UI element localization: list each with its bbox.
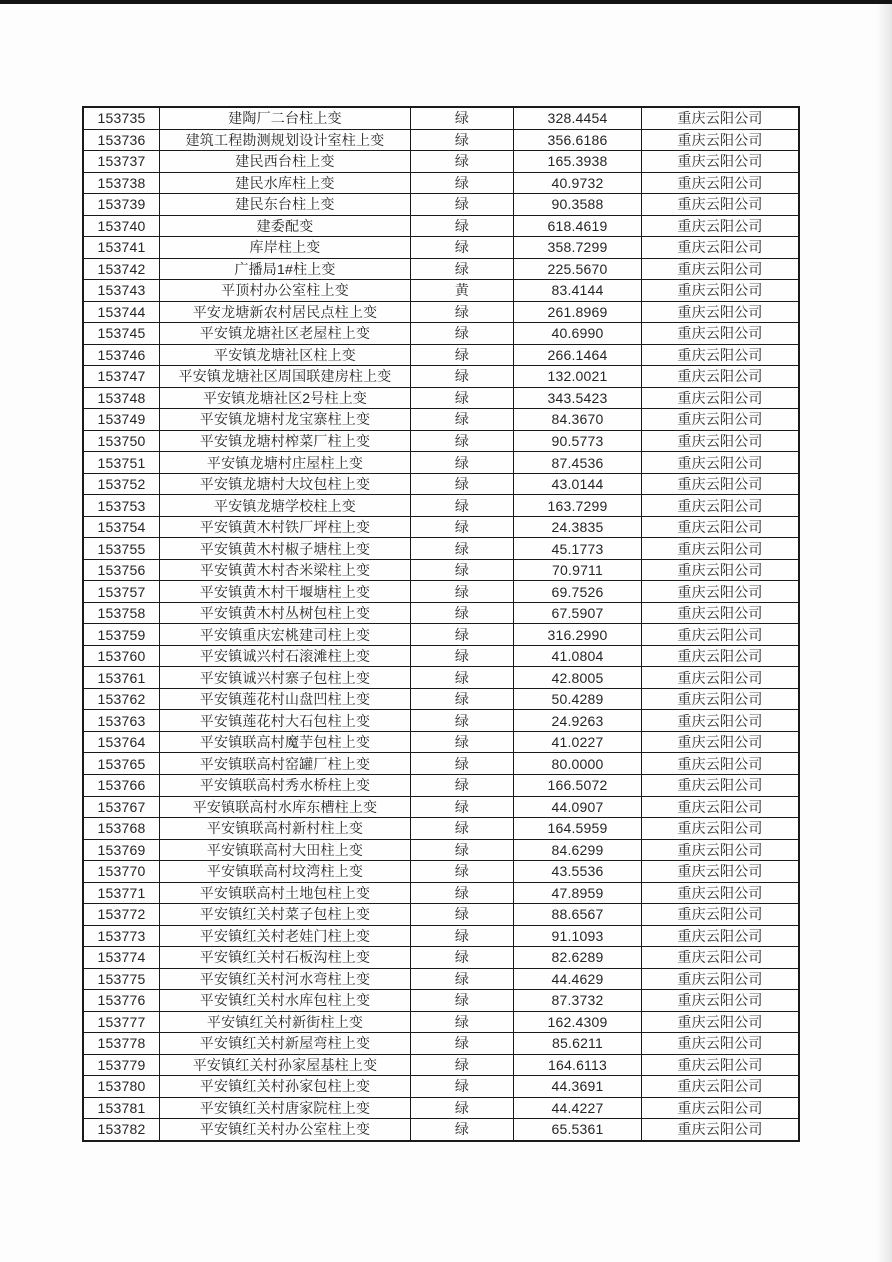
table-row [84, 602, 798, 624]
cell-value: 328.4454 [513, 108, 641, 129]
cell-status: 绿 [410, 216, 513, 237]
cell-name: 平安镇黄木村丛树包柱上变 [159, 603, 410, 624]
table-row [84, 774, 798, 796]
cell-company: 重庆云阳公司 [641, 840, 798, 861]
cell-company: 重庆云阳公司 [641, 1055, 798, 1076]
cell-name: 平安镇红关村孙家包柱上变 [159, 1076, 410, 1097]
cell-value: 90.3588 [513, 194, 641, 215]
cell-name: 平安镇黄木村椒子塘柱上变 [159, 538, 410, 559]
cell-status: 绿 [410, 667, 513, 688]
cell-status: 绿 [410, 818, 513, 839]
table-row [84, 688, 798, 710]
cell-id: 153766 [97, 777, 146, 794]
cell-value: 84.3670 [513, 409, 641, 430]
table-row [84, 925, 798, 947]
cell-id: 153736 [97, 131, 146, 148]
cell-id: 153772 [97, 906, 146, 923]
cell-name: 平安镇红关村唐家院柱上变 [159, 1098, 410, 1119]
table-row [84, 796, 798, 818]
cell-value: 24.3835 [513, 517, 641, 538]
cell-value: 163.7299 [513, 495, 641, 516]
cell-status: 绿 [410, 302, 513, 323]
cell-company: 重庆云阳公司 [641, 947, 798, 968]
cell-status: 绿 [410, 1055, 513, 1076]
cell-status: 绿 [410, 366, 513, 387]
cell-company: 重庆云阳公司 [641, 818, 798, 839]
cell-id: 153744 [97, 303, 146, 320]
cell-id: 153738 [97, 174, 146, 191]
cell-status: 绿 [410, 560, 513, 581]
cell-company: 重庆云阳公司 [641, 345, 798, 366]
cell-status: 绿 [410, 926, 513, 947]
cell-status: 绿 [410, 1012, 513, 1033]
table-row [84, 473, 798, 495]
cell-id: 153774 [97, 949, 146, 966]
table-row [84, 365, 798, 387]
cell-id: 153758 [97, 605, 146, 622]
table-row [84, 903, 798, 925]
cell-name: 平安镇龙塘村榨菜厂柱上变 [159, 431, 410, 452]
cell-status: 绿 [410, 646, 513, 667]
cell-id: 153742 [97, 260, 146, 277]
table-row [84, 968, 798, 990]
table-row [84, 258, 798, 280]
cell-value: 24.9263 [513, 710, 641, 731]
cell-status: 绿 [410, 517, 513, 538]
cell-value: 83.4144 [513, 280, 641, 301]
cell-name: 平安镇龙塘村龙宝寨柱上变 [159, 409, 410, 430]
cell-value: 261.8969 [513, 302, 641, 323]
cell-id: 153779 [97, 1056, 146, 1073]
table-row [84, 731, 798, 753]
table-row [84, 645, 798, 667]
cell-company: 重庆云阳公司 [641, 969, 798, 990]
cell-company: 重庆云阳公司 [641, 710, 798, 731]
cell-company: 重庆云阳公司 [641, 495, 798, 516]
cell-value: 91.1093 [513, 926, 641, 947]
cell-name: 平安镇龙塘社区周国联建房柱上变 [159, 366, 410, 387]
cell-value: 40.6990 [513, 323, 641, 344]
cell-company: 重庆云阳公司 [641, 431, 798, 452]
cell-name: 平安镇莲花村山盘凹柱上变 [159, 689, 410, 710]
cell-name: 平安镇红关村新街柱上变 [159, 1012, 410, 1033]
table-row [84, 860, 798, 882]
table-row [84, 129, 798, 151]
cell-status: 绿 [410, 710, 513, 731]
table-row [84, 1097, 798, 1119]
cell-status: 绿 [410, 130, 513, 151]
cell-value: 132.0021 [513, 366, 641, 387]
table-row [84, 279, 798, 301]
cell-id: 153749 [97, 411, 146, 428]
cell-company: 重庆云阳公司 [641, 151, 798, 172]
cell-status: 绿 [410, 840, 513, 861]
cell-id: 153735 [97, 110, 146, 127]
cell-value: 41.0227 [513, 732, 641, 753]
table-row [84, 1032, 798, 1054]
cell-status: 绿 [410, 947, 513, 968]
cell-status: 绿 [410, 431, 513, 452]
table-row [84, 430, 798, 452]
cell-value: 164.6113 [513, 1055, 641, 1076]
cell-company: 重庆云阳公司 [641, 1119, 798, 1140]
cell-id: 153771 [97, 884, 146, 901]
cell-name: 平安镇红关村新屋弯柱上变 [159, 1033, 410, 1054]
cell-id: 153775 [97, 970, 146, 987]
cell-name: 建筑工程勘测规划设计室柱上变 [159, 130, 410, 151]
cell-value: 164.5959 [513, 818, 641, 839]
cell-value: 165.3938 [513, 151, 641, 172]
cell-status: 绿 [410, 173, 513, 194]
cell-company: 重庆云阳公司 [641, 861, 798, 882]
cell-company: 重庆云阳公司 [641, 1076, 798, 1097]
cell-name: 平安镇联高村水库东槽柱上变 [159, 797, 410, 818]
table-row [84, 580, 798, 602]
cell-status: 绿 [410, 990, 513, 1011]
cell-value: 47.8959 [513, 883, 641, 904]
cell-company: 重庆云阳公司 [641, 130, 798, 151]
cell-status: 绿 [410, 409, 513, 430]
cell-value: 40.9732 [513, 173, 641, 194]
cell-company: 重庆云阳公司 [641, 990, 798, 1011]
cell-company: 重庆云阳公司 [641, 517, 798, 538]
cell-status: 绿 [410, 345, 513, 366]
cell-value: 343.5423 [513, 388, 641, 409]
table-row [84, 108, 798, 129]
cell-value: 84.6299 [513, 840, 641, 861]
cell-value: 80.0000 [513, 753, 641, 774]
cell-status: 绿 [410, 1033, 513, 1054]
cell-name: 平安镇红关村孙家屋基柱上变 [159, 1055, 410, 1076]
cell-company: 重庆云阳公司 [641, 409, 798, 430]
cell-name: 库岸柱上变 [159, 237, 410, 258]
cell-name: 平安镇黄木村干堰塘柱上变 [159, 581, 410, 602]
cell-company: 重庆云阳公司 [641, 603, 798, 624]
cell-id: 153745 [97, 325, 146, 342]
cell-name: 平安镇联高村土地包柱上变 [159, 883, 410, 904]
cell-value: 356.6186 [513, 130, 641, 151]
cell-value: 50.4289 [513, 689, 641, 710]
table-row [84, 193, 798, 215]
cell-value: 70.9711 [513, 560, 641, 581]
cell-company: 重庆云阳公司 [641, 689, 798, 710]
cell-company: 重庆云阳公司 [641, 646, 798, 667]
cell-value: 87.4536 [513, 452, 641, 473]
cell-value: 618.4619 [513, 216, 641, 237]
cell-status: 绿 [410, 388, 513, 409]
cell-id: 153762 [97, 691, 146, 708]
cell-company: 重庆云阳公司 [641, 926, 798, 947]
table-row [84, 150, 798, 172]
cell-id: 153778 [97, 1035, 146, 1052]
cell-company: 重庆云阳公司 [641, 323, 798, 344]
cell-company: 重庆云阳公司 [641, 538, 798, 559]
cell-id: 153752 [97, 476, 146, 493]
cell-company: 重庆云阳公司 [641, 1033, 798, 1054]
cell-value: 266.1464 [513, 345, 641, 366]
cell-company: 重庆云阳公司 [641, 474, 798, 495]
cell-company: 重庆云阳公司 [641, 216, 798, 237]
table-row [84, 537, 798, 559]
cell-value: 44.3691 [513, 1076, 641, 1097]
cell-name: 平安镇龙塘村庄屋柱上变 [159, 452, 410, 473]
cell-id: 153764 [97, 734, 146, 751]
cell-status: 绿 [410, 775, 513, 796]
cell-value: 44.0907 [513, 797, 641, 818]
cell-name: 广播局1#柱上变 [159, 259, 410, 280]
cell-status: 绿 [410, 603, 513, 624]
cell-id: 153751 [97, 454, 146, 471]
cell-id: 153769 [97, 841, 146, 858]
cell-name: 平安镇联高村坟湾柱上变 [159, 861, 410, 882]
cell-id: 153741 [97, 239, 146, 256]
cell-value: 65.5361 [513, 1119, 641, 1140]
cell-id: 153754 [97, 519, 146, 536]
cell-id: 153748 [97, 389, 146, 406]
table-row [84, 451, 798, 473]
cell-name: 平安镇黄木村杏米梁柱上变 [159, 560, 410, 581]
cell-name: 平安镇红关村菜子包柱上变 [159, 904, 410, 925]
cell-value: 162.4309 [513, 1012, 641, 1033]
cell-value: 41.0804 [513, 646, 641, 667]
cell-value: 88.6567 [513, 904, 641, 925]
cell-value: 225.5670 [513, 259, 641, 280]
cell-name: 建陶厂二台柱上变 [159, 108, 410, 129]
table-row [84, 989, 798, 1011]
cell-value: 90.5773 [513, 431, 641, 452]
cell-status: 黄 [410, 280, 513, 301]
cell-value: 166.5072 [513, 775, 641, 796]
table-row [84, 559, 798, 581]
cell-id: 153768 [97, 820, 146, 837]
cell-value: 69.7526 [513, 581, 641, 602]
cell-id: 153750 [97, 432, 146, 449]
cell-status: 绿 [410, 538, 513, 559]
table-row [84, 172, 798, 194]
table-row [84, 1075, 798, 1097]
cell-value: 44.4629 [513, 969, 641, 990]
cell-status: 绿 [410, 1098, 513, 1119]
cell-name: 平安镇红关村办公室柱上变 [159, 1119, 410, 1140]
cell-status: 绿 [410, 259, 513, 280]
table-row [84, 752, 798, 774]
cell-id: 153747 [97, 368, 146, 385]
table-row [84, 236, 798, 258]
cell-id: 153757 [97, 583, 146, 600]
cell-status: 绿 [410, 883, 513, 904]
table-row [84, 344, 798, 366]
cell-name: 平安镇黄木村铁厂坪柱上变 [159, 517, 410, 538]
cell-value: 43.0144 [513, 474, 641, 495]
cell-name: 平安镇莲花村大石包柱上变 [159, 710, 410, 731]
cell-id: 153737 [97, 153, 146, 170]
cell-company: 重庆云阳公司 [641, 883, 798, 904]
cell-company: 重庆云阳公司 [641, 237, 798, 258]
cell-name: 平安镇联高村秀水桥柱上变 [159, 775, 410, 796]
cell-company: 重庆云阳公司 [641, 280, 798, 301]
cell-id: 153755 [97, 540, 146, 557]
table-row [84, 1054, 798, 1076]
table-row [84, 387, 798, 409]
table-row [84, 946, 798, 968]
cell-company: 重庆云阳公司 [641, 581, 798, 602]
table-row [84, 408, 798, 430]
table-row [84, 516, 798, 538]
cell-id: 153743 [97, 282, 146, 299]
cell-id: 153770 [97, 863, 146, 880]
cell-name: 建委配变 [159, 216, 410, 237]
cell-value: 82.6289 [513, 947, 641, 968]
cell-name: 平安镇龙塘社区老屋柱上变 [159, 323, 410, 344]
cell-id: 153777 [97, 1013, 146, 1030]
cell-id: 153753 [97, 497, 146, 514]
cell-company: 重庆云阳公司 [641, 775, 798, 796]
cell-name: 平安镇红关村老娃门柱上变 [159, 926, 410, 947]
cell-company: 重庆云阳公司 [641, 904, 798, 925]
cell-value: 44.4227 [513, 1098, 641, 1119]
table-row [84, 301, 798, 323]
cell-status: 绿 [410, 237, 513, 258]
table-row [84, 666, 798, 688]
cell-value: 87.3732 [513, 990, 641, 1011]
cell-company: 重庆云阳公司 [641, 173, 798, 194]
cell-company: 重庆云阳公司 [641, 108, 798, 129]
cell-id: 153781 [97, 1099, 146, 1116]
cell-company: 重庆云阳公司 [641, 1012, 798, 1033]
table-row [84, 882, 798, 904]
cell-status: 绿 [410, 1076, 513, 1097]
table-row [84, 817, 798, 839]
cell-company: 重庆云阳公司 [641, 624, 798, 645]
cell-company: 重庆云阳公司 [641, 259, 798, 280]
cell-name: 平安镇龙塘学校柱上变 [159, 495, 410, 516]
cell-name: 平顶村办公室柱上变 [159, 280, 410, 301]
cell-company: 重庆云阳公司 [641, 302, 798, 323]
document-table [82, 106, 800, 1142]
cell-status: 绿 [410, 753, 513, 774]
cell-name: 平安镇重庆宏桃建司柱上变 [159, 624, 410, 645]
cell-name: 建民东台柱上变 [159, 194, 410, 215]
cell-name: 建民西台柱上变 [159, 151, 410, 172]
cell-status: 绿 [410, 904, 513, 925]
cell-company: 重庆云阳公司 [641, 1098, 798, 1119]
cell-company: 重庆云阳公司 [641, 388, 798, 409]
cell-id: 153740 [97, 217, 146, 234]
cell-company: 重庆云阳公司 [641, 667, 798, 688]
table-row [84, 1011, 798, 1033]
cell-id: 153782 [97, 1121, 146, 1138]
cell-name: 平安龙塘新农村居民点柱上变 [159, 302, 410, 323]
cell-value: 43.5536 [513, 861, 641, 882]
cell-status: 绿 [410, 624, 513, 645]
cell-value: 85.6211 [513, 1033, 641, 1054]
cell-id: 153761 [97, 669, 146, 686]
cell-company: 重庆云阳公司 [641, 797, 798, 818]
cell-id: 153760 [97, 648, 146, 665]
cell-id: 153767 [97, 798, 146, 815]
cell-id: 153756 [97, 562, 146, 579]
cell-id: 153776 [97, 992, 146, 1009]
cell-name: 平安镇联高村窑罐厂柱上变 [159, 753, 410, 774]
cell-company: 重庆云阳公司 [641, 560, 798, 581]
cell-status: 绿 [410, 194, 513, 215]
cell-status: 绿 [410, 1119, 513, 1140]
cell-status: 绿 [410, 495, 513, 516]
cell-id: 153746 [97, 346, 146, 363]
cell-value: 358.7299 [513, 237, 641, 258]
cell-value: 45.1773 [513, 538, 641, 559]
cell-id: 153780 [97, 1078, 146, 1095]
cell-status: 绿 [410, 474, 513, 495]
cell-name: 平安镇诚兴村寨子包柱上变 [159, 667, 410, 688]
cell-company: 重庆云阳公司 [641, 366, 798, 387]
cell-name: 平安镇龙塘村大坟包柱上变 [159, 474, 410, 495]
table-row [84, 839, 798, 861]
cell-value: 67.5907 [513, 603, 641, 624]
table-row [84, 494, 798, 516]
cell-status: 绿 [410, 323, 513, 344]
cell-status: 绿 [410, 689, 513, 710]
cell-name: 平安镇龙塘社区柱上变 [159, 345, 410, 366]
page-edge-shadow [876, 4, 892, 1262]
cell-value: 42.8005 [513, 667, 641, 688]
table-row [84, 623, 798, 645]
cell-status: 绿 [410, 452, 513, 473]
cell-name: 平安镇龙塘社区2号柱上变 [159, 388, 410, 409]
table-row [84, 709, 798, 731]
cell-name: 平安镇联高村大田柱上变 [159, 840, 410, 861]
cell-value: 316.2990 [513, 624, 641, 645]
cell-name: 平安镇诚兴村石滚滩柱上变 [159, 646, 410, 667]
cell-company: 重庆云阳公司 [641, 194, 798, 215]
cell-company: 重庆云阳公司 [641, 452, 798, 473]
cell-company: 重庆云阳公司 [641, 753, 798, 774]
cell-id: 153773 [97, 927, 146, 944]
cell-id: 153763 [97, 712, 146, 729]
cell-id: 153765 [97, 755, 146, 772]
cell-name: 平安镇联高村魔芋包柱上变 [159, 732, 410, 753]
scan-artifact-top-bar [0, 0, 892, 4]
cell-name: 平安镇红关村水库包柱上变 [159, 990, 410, 1011]
cell-name: 平安镇联高村新村柱上变 [159, 818, 410, 839]
table-row [84, 215, 798, 237]
cell-name: 建民水库柱上变 [159, 173, 410, 194]
cell-name: 平安镇红关村石板沟柱上变 [159, 947, 410, 968]
cell-status: 绿 [410, 732, 513, 753]
cell-name: 平安镇红关村河水弯柱上变 [159, 969, 410, 990]
cell-id: 153759 [97, 626, 146, 643]
table-row [84, 1118, 798, 1140]
cell-status: 绿 [410, 797, 513, 818]
cell-status: 绿 [410, 861, 513, 882]
cell-status: 绿 [410, 108, 513, 129]
table-row [84, 322, 798, 344]
cell-status: 绿 [410, 581, 513, 602]
cell-company: 重庆云阳公司 [641, 732, 798, 753]
cell-status: 绿 [410, 969, 513, 990]
cell-status: 绿 [410, 151, 513, 172]
cell-id: 153739 [97, 196, 146, 213]
